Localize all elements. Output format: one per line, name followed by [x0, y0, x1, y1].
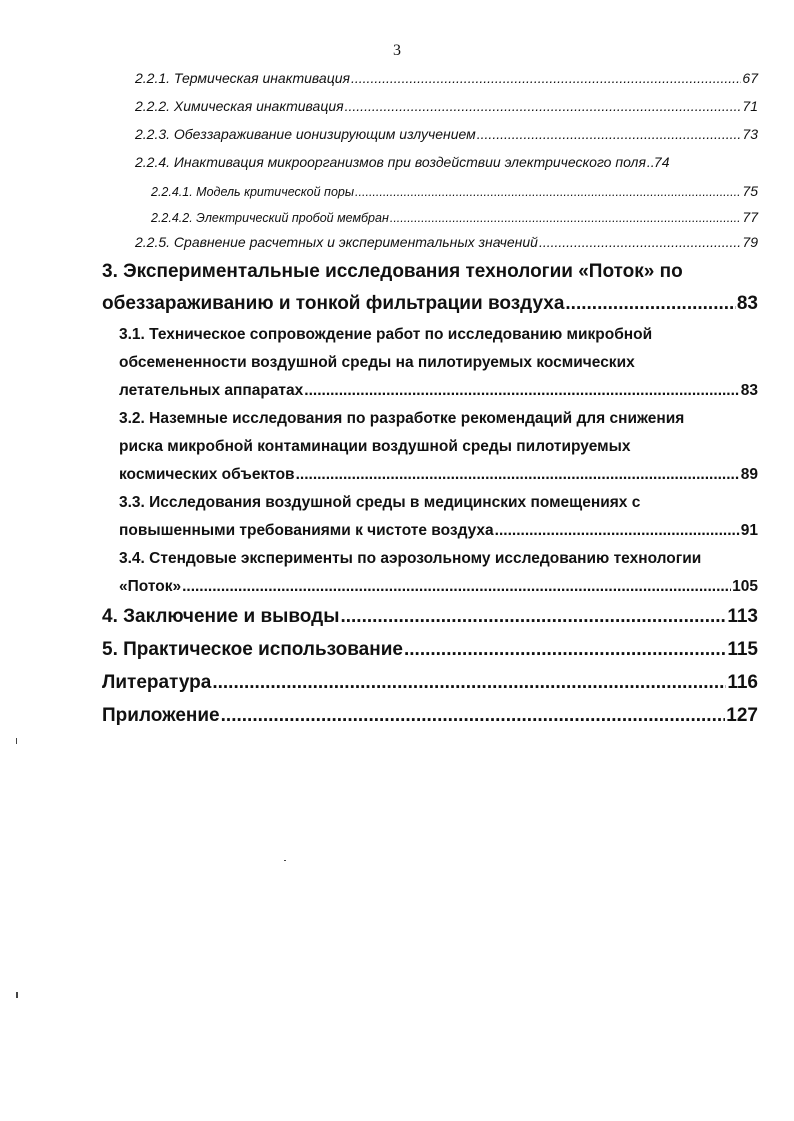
toc-entry-title: 2.2.5. Сравнение расчетных и экспериментальных значений: [135, 234, 538, 250]
toc-entry-page: 113: [727, 606, 758, 627]
toc-entry-2-2-2[interactable]: [135, 98, 758, 114]
toc-entry-3-1[interactable]: [119, 382, 758, 400]
toc-entry-2-2-3[interactable]: [135, 126, 758, 142]
toc-entry-3-2-line2: риска микробной контаминации воздушной среды пилотируемых: [119, 438, 631, 455]
toc-entry-title: 5. Практическое использование: [102, 639, 403, 660]
toc-entry-page: 115: [727, 639, 758, 660]
toc-entry-2-2-4[interactable]: [135, 154, 758, 170]
toc-entry-title: летательных аппаратах: [119, 382, 304, 399]
leader-dots: [340, 606, 726, 628]
toc-entry-3-1-line1: 3.1. Техническое сопровождение работ по исследованию микробной: [119, 326, 653, 343]
toc-entry-page: 105: [732, 578, 758, 595]
toc-entry-page: 89: [740, 466, 758, 483]
toc-entry-3-2[interactable]: [119, 466, 758, 484]
leader-dots: [565, 293, 735, 315]
toc-entry-3-1-line2: обсемененности воздушной среды на пилотируемых космических: [119, 354, 635, 371]
toc-entry-3-3-line1: 3.3. Исследования воздушной среды в медицинских помещениях с: [119, 494, 641, 511]
leader-dots: [495, 522, 740, 540]
toc-entry-page: 83: [736, 293, 758, 314]
page-number: 3: [393, 42, 401, 59]
leader-dots: [477, 126, 742, 142]
leader-dots: [355, 185, 741, 199]
toc-entry-page: 71: [742, 98, 758, 114]
leader-dots: [404, 639, 726, 661]
toc-section-3-title-line1: 3. Экспериментальные исследования технологии «Поток» по: [102, 261, 683, 282]
leader-dots: [212, 672, 726, 694]
toc-entry-page: 79: [742, 234, 758, 250]
leader-dots: [539, 234, 741, 250]
scan-speck: [284, 860, 286, 861]
leader-dots: [390, 211, 742, 225]
toc-entry-page: 91: [740, 522, 758, 539]
toc-entry-title: Литература: [102, 672, 212, 693]
toc-entry-2-2-4-2[interactable]: [151, 209, 758, 225]
toc-entry-title: 4. Заключение и выводы: [102, 606, 340, 627]
toc-entry-page: 75: [742, 183, 758, 199]
toc-appendix[interactable]: [102, 705, 758, 727]
toc-entry-page: 116: [727, 672, 758, 693]
toc-entry-title: 2.2.4.2. Электрический пробой мембран: [151, 211, 389, 225]
leader-dots: [351, 70, 741, 86]
leader-dots: [296, 466, 740, 484]
toc-entry-title: 2.2.2. Химическая инактивация: [135, 98, 344, 114]
toc-entry-page: 77: [742, 209, 758, 225]
toc-entry-title: 2.2.4. Инактивация микроорганизмов при воздействии электрического поля: [135, 154, 646, 170]
toc-entry-2-2-1[interactable]: [135, 70, 758, 86]
toc-entry-title: обеззараживанию и тонкой фильтрации воздуха: [102, 293, 565, 314]
toc-literature[interactable]: [102, 672, 758, 694]
leader-dots: [304, 382, 739, 400]
scan-speck: [16, 992, 18, 998]
toc-entry-page: 74: [653, 154, 670, 170]
toc-entry-title: 2.2.4.1. Модель критической поры: [151, 185, 355, 199]
toc-entry-2-2-4-1[interactable]: [151, 183, 758, 199]
toc-entry-2-2-5[interactable]: [135, 234, 758, 250]
toc-entry-page: 83: [740, 382, 758, 399]
toc-entry-3-2-line1: 3.2. Наземные исследования по разработке рекомендаций для снижения: [119, 410, 685, 427]
scan-speck: [16, 738, 17, 744]
toc-entry-page: 67: [742, 70, 758, 86]
toc-entry-page: 127: [726, 705, 758, 726]
toc-section-5[interactable]: [102, 639, 758, 661]
toc-entry-page: 73: [742, 126, 758, 142]
toc-entry-title: повышенными требованиями к чистоте воздуха: [119, 522, 494, 539]
toc-section-3[interactable]: [102, 293, 758, 315]
leader-dots: [345, 98, 742, 114]
toc-entry-title: 2.2.3. Обеззараживание ионизирующим излучением: [135, 126, 476, 142]
toc-entry-3-4[interactable]: [119, 578, 758, 596]
toc-entry-title: «Поток»: [119, 578, 182, 595]
toc-entry-3-3[interactable]: [119, 522, 758, 540]
toc-entry-title: 2.2.1. Термическая инактивация: [135, 70, 350, 86]
toc-entry-3-4-line1: 3.4. Стендовые эксперименты по аэрозольному исследованию технологии: [119, 550, 702, 567]
leader-dots: [182, 578, 731, 596]
toc-entry-title: космических объектов: [119, 466, 295, 483]
toc-entry-title: Приложение: [102, 705, 220, 726]
leader-dots: [647, 154, 653, 170]
toc-section-4[interactable]: [102, 606, 758, 628]
leader-dots: [221, 705, 726, 727]
